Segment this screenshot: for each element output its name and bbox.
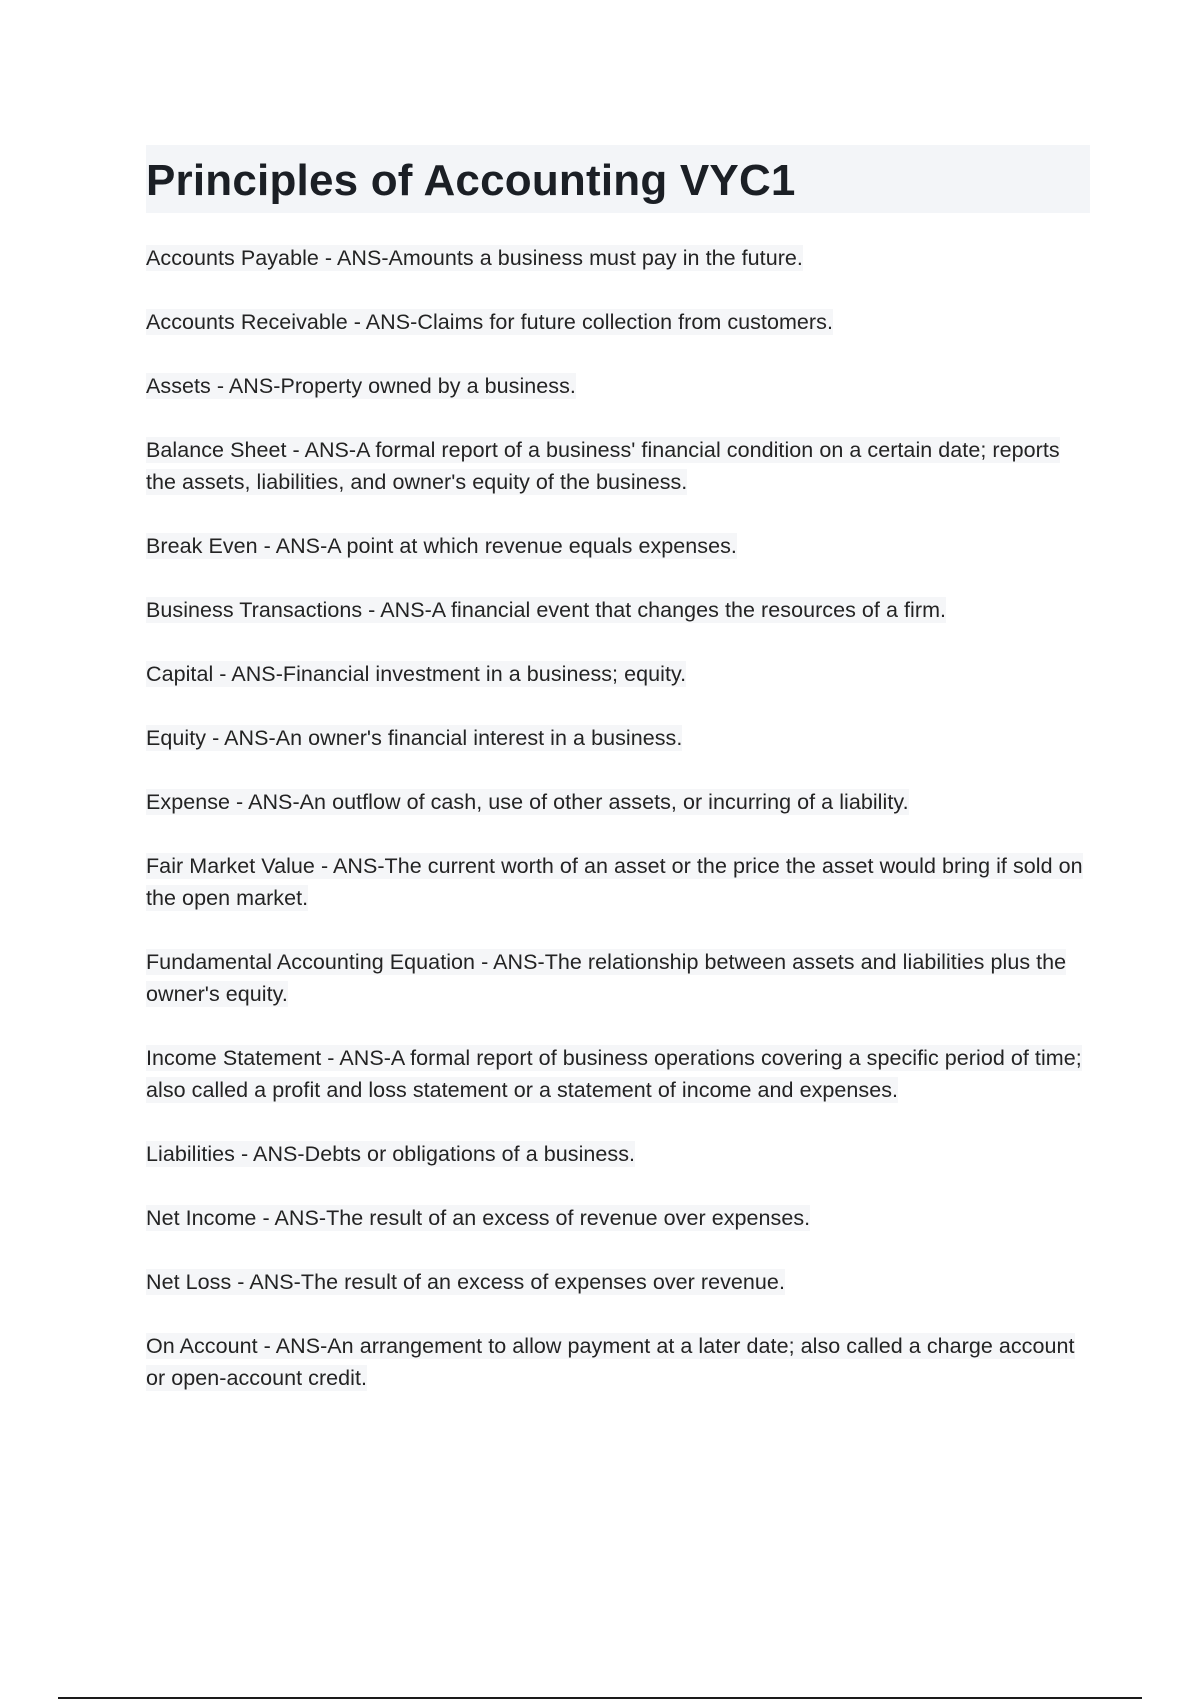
glossary-entry bbox=[146, 1330, 1090, 1394]
glossary-entry-text: Business Transactions - ANS-A financial event that changes the resources of a firm. bbox=[146, 598, 947, 622]
glossary-entry bbox=[146, 306, 1090, 338]
glossary-entry-text: Accounts Receivable - ANS-Claims for future collection from customers. bbox=[146, 310, 833, 334]
glossary-entry-text: Equity - ANS-An owner's financial interest in a business. bbox=[146, 726, 683, 750]
glossary-entry bbox=[146, 530, 1090, 562]
glossary-entry-text: Net Loss - ANS-The result of an excess of expenses over revenue. bbox=[146, 1270, 785, 1294]
glossary-entry-text: Balance Sheet - ANS-A formal report of a business' financial condition on a certain date; reports the assets, liabilities, and owner's equity of the business. bbox=[146, 438, 1060, 494]
glossary-entry-text: Income Statement - ANS-A formal report of business operations covering a specific period of time; also called a profit and loss statement or a statement of income and expenses. bbox=[146, 1046, 1082, 1102]
footer-divider bbox=[58, 1697, 1142, 1699]
glossary-entry bbox=[146, 434, 1090, 498]
glossary-entry bbox=[146, 658, 1090, 690]
glossary-entry bbox=[146, 1042, 1090, 1106]
glossary-entry-text: Fundamental Accounting Equation - ANS-The relationship between assets and liabilities plus the owner's equity. bbox=[146, 950, 1067, 1006]
glossary-entry-text: Expense - ANS-An outflow of cash, use of other assets, or incurring of a liability. bbox=[146, 790, 909, 814]
glossary-entry-text: Fair Market Value - ANS-The current worth of an asset or the price the asset would bring if sold on the open market. bbox=[146, 854, 1083, 910]
title-block bbox=[146, 145, 1090, 213]
glossary-entry bbox=[146, 946, 1090, 1010]
glossary-entry-text: Capital - ANS-Financial investment in a business; equity. bbox=[146, 662, 687, 686]
glossary-entry bbox=[146, 722, 1090, 754]
glossary-entry bbox=[146, 1138, 1090, 1170]
glossary-list bbox=[146, 242, 1090, 1394]
glossary-entry bbox=[146, 594, 1090, 626]
glossary-entry-text: Liabilities - ANS-Debts or obligations of a business. bbox=[146, 1142, 636, 1166]
glossary-entry bbox=[146, 1202, 1090, 1234]
glossary-entry bbox=[146, 1266, 1090, 1298]
page-title: Principles of Accounting VYC1 bbox=[146, 156, 796, 205]
glossary-entry-text: On Account - ANS-An arrangement to allow payment at a later date; also called a charge account or open-account credit. bbox=[146, 1334, 1075, 1390]
glossary-entry bbox=[146, 786, 1090, 818]
glossary-entry bbox=[146, 370, 1090, 402]
glossary-entry bbox=[146, 242, 1090, 274]
glossary-entry bbox=[146, 850, 1090, 914]
glossary-entry-text: Net Income - ANS-The result of an excess of revenue over expenses. bbox=[146, 1206, 811, 1230]
document-page bbox=[146, 145, 1090, 1426]
glossary-entry-text: Accounts Payable - ANS-Amounts a business must pay in the future. bbox=[146, 246, 803, 270]
glossary-entry-text: Assets - ANS-Property owned by a business. bbox=[146, 374, 576, 398]
glossary-entry-text: Break Even - ANS-A point at which revenue equals expenses. bbox=[146, 534, 737, 558]
